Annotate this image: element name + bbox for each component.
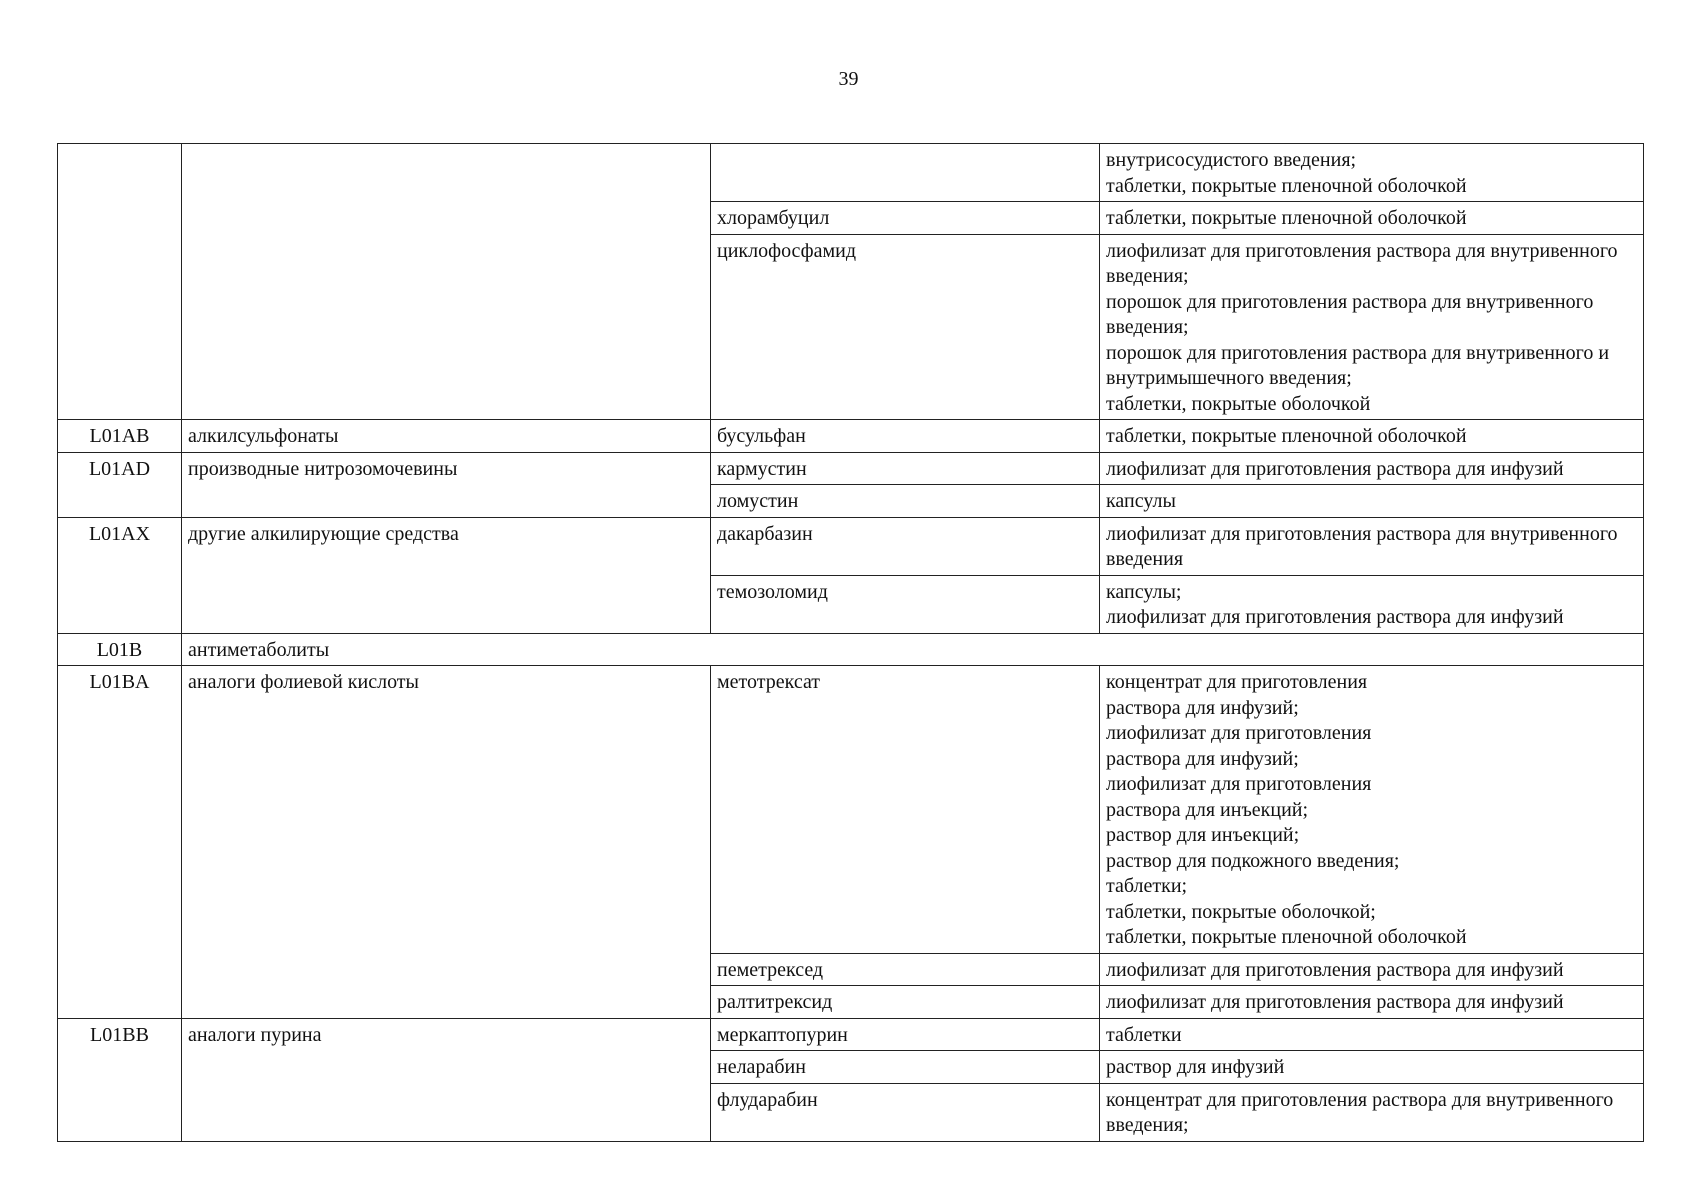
- form-cell: таблетки: [1100, 1018, 1644, 1051]
- drug-cell: пеметрексед: [711, 953, 1100, 986]
- form-cell: раствор для инфузий: [1100, 1051, 1644, 1084]
- drug-cell: ломустин: [711, 485, 1100, 518]
- group-cell: аналоги пурина: [182, 1018, 711, 1141]
- drug-table: [57, 143, 1644, 1142]
- drug-cell: темозоломид: [711, 575, 1100, 633]
- form-cell: лиофилизат для приготовления раствора для инфузий: [1100, 953, 1644, 986]
- drug-cell: бусульфан: [711, 420, 1100, 453]
- form-cell: таблетки, покрытые пленочной оболочкой: [1100, 202, 1644, 235]
- form-cell: капсулы: [1100, 485, 1644, 518]
- group-cell: [182, 144, 711, 420]
- drug-cell: неларабин: [711, 1051, 1100, 1084]
- drug-cell: циклофосфамид: [711, 234, 1100, 420]
- table-row: [58, 633, 1644, 666]
- form-cell: лиофилизат для приготовления раствора для внутривенного введения: [1100, 517, 1644, 575]
- form-cell: капсулы; лиофилизат для приготовления раствора для инфузий: [1100, 575, 1644, 633]
- group-cell: алкилсульфонаты: [182, 420, 711, 453]
- form-cell: лиофилизат для приготовления раствора для инфузий: [1100, 986, 1644, 1019]
- atc-code-cell: L01AD: [58, 452, 182, 517]
- drug-cell: меркаптопурин: [711, 1018, 1100, 1051]
- group-cell: производные нитрозомочевины: [182, 452, 711, 517]
- form-cell: лиофилизат для приготовления раствора для инфузий: [1100, 452, 1644, 485]
- table-row: [58, 517, 1644, 575]
- drug-cell: [711, 144, 1100, 202]
- form-cell: концентрат для приготовления раствора для внутривенного введения;: [1100, 1083, 1644, 1141]
- atc-code-cell: L01AB: [58, 420, 182, 453]
- table-row: [58, 666, 1644, 954]
- atc-code-cell: [58, 144, 182, 420]
- atc-code-cell: L01B: [58, 633, 182, 666]
- table-row: [58, 144, 1644, 202]
- group-cell: другие алкилирующие средства: [182, 517, 711, 633]
- form-cell: внутрисосудистого введения; таблетки, покрытые пленочной оболочкой: [1100, 144, 1644, 202]
- form-cell: концентрат для приготовления раствора для инфузий; лиофилизат для приготовления раствора для инфузий; лиофилизат для приготовления раствора для инъекций; раствор для инъекций; раствор для подкожного введения; таблетки; таблетки, покрытые оболочкой; таблетки, покрытые пленочной оболочкой: [1100, 666, 1644, 954]
- atc-code-cell: L01BA: [58, 666, 182, 1019]
- drug-cell: кармустин: [711, 452, 1100, 485]
- table-row: [58, 420, 1644, 453]
- form-cell: таблетки, покрытые пленочной оболочкой: [1100, 420, 1644, 453]
- drug-cell: флударабин: [711, 1083, 1100, 1141]
- table-row: [58, 452, 1644, 485]
- atc-code-cell: L01AX: [58, 517, 182, 633]
- drug-cell: хлорамбуцил: [711, 202, 1100, 235]
- group-cell: аналоги фолиевой кислоты: [182, 666, 711, 1019]
- drug-cell: метотрексат: [711, 666, 1100, 954]
- drug-cell: дакарбазин: [711, 517, 1100, 575]
- group-cell: антиметаболиты: [182, 633, 1644, 666]
- table-row: [58, 1018, 1644, 1051]
- drug-cell: ралтитрексид: [711, 986, 1100, 1019]
- form-cell: лиофилизат для приготовления раствора для внутривенного введения; порошок для приготовления раствора для внутривенного введения; порошок для приготовления раствора для внутривенного и внутримышечного введения; таблетки, покрытые оболочкой: [1100, 234, 1644, 420]
- page-number: 39: [838, 68, 859, 90]
- atc-code-cell: L01BB: [58, 1018, 182, 1141]
